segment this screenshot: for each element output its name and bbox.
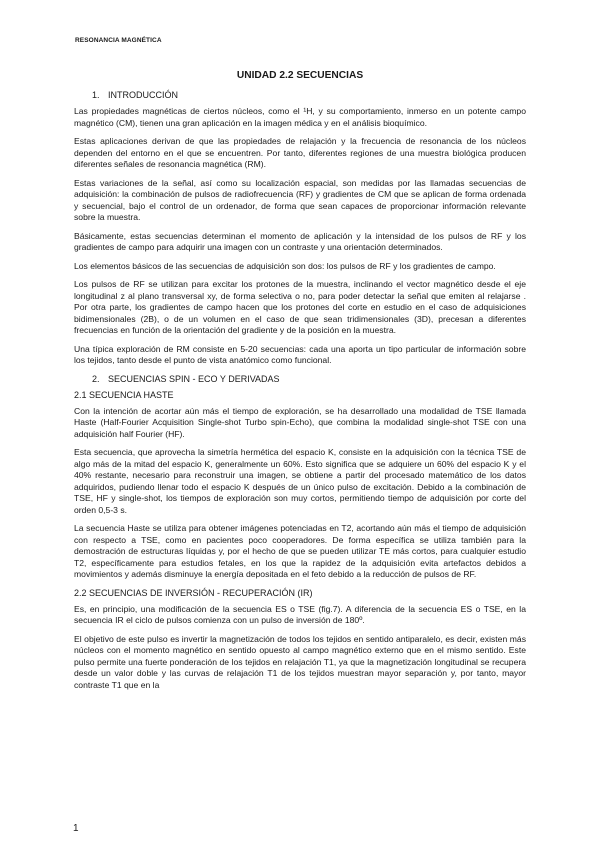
section-heading-introduccion [92,90,526,100]
paragraph: Las propiedades magnéticas de ciertos núcleos, como el ¹H, y su comportamiento, inmerso en un potente campo magnético (CM), tienen una gran aplicación en la imagen médica y en el análisis bioquímico. [74,106,526,128]
paragraph: Estas aplicaciones derivan de que las propiedades de relajación y la frecuencia de resonancia de los núcleos dependen del entorno en el que se encuentren. Por tanto, diferentes regiones de una muestra biológica producen diferentes señales de resonancia magnética (RM). [74,136,526,169]
section-heading-text: INTRODUCCIÓN [108,90,178,100]
paragraph: Con la intención de acortar aún más el tiempo de exploración, se ha desarrollado una modalidad de TSE llamada Haste (Half-Fourier Acquisition Single-shot Turbo spin-Echo), que combina la modalidad single-shot TSE con una adquisición half Fourier (HF). [74,405,526,439]
paragraph: Una típica exploración de RM consiste en 5-20 secuencias: cada una aporta un tipo particular de información sobre los tejidos, tanto desde el punto de vista anatómico como funcional. [74,343,526,365]
paragraph: Estas variaciones de la señal, así como su localización espacial, son medidas por las llamadas secuencias de adquisición: la combinación de pulsos de radiofrecuencia (RF) y gradientes de CM que se aplican de forma ordenada y secuencial, bajo el control de un ordenador, de forma que sean capaces de proporcionar información relevante sobre la muestra. [74,177,526,222]
document-body [74,70,526,698]
paragraph: La secuencia Haste se utiliza para obtener imágenes potenciadas en T2, acortando aún más el tiempo de adquisición con respecto a TSE, como en pacientes poco cooperadores. De forma específica se utiliza también para la demostración de estructuras líquidas y, por el hecho de que se pueden utilizar TE más cortos, para cualquier estudio T2, específicamente para estudios fetales, en los que la rapidez de la adquisición evita artefactos debidos a movimientos y además disminuye la energía depositada en el feto debido a la reducción de pulsos de RF. [74,523,526,579]
paragraph: Es, en principio, una modificación de la secuencia ES o TSE (fig.7). A diferencia de la secuencia ES o TSE, en la secuencia IR el ciclo de pulsos comienza con un pulso de inversión de 180º. [74,603,526,625]
section-heading-spin-eco [92,374,526,384]
running-header: RESONANCIA MAGNÉTICA [75,37,162,44]
paragraph: El objetivo de este pulso es invertir la magnetización de todos los tejidos en sentido antiparalelo, es decir, existen más núcleos con el momento magnético en sentido opuesto al campo magnético externo que en el mismo sentido. Este pulso permite una fuerte ponderación de los tejidos en relajación T1, ya que la magnetización longitudinal se recupera desde un valor doble y las curvas de relajación T1 de los tejidos muestran mayor separación y, por tanto, mayor contraste T1 que en la [74,633,526,690]
page-number: 1 [73,823,79,834]
paragraph: Esta secuencia, que aprovecha la simetría hermética del espacio K, consiste en la adquisición con la técnica TSE de algo más de la mitad del espacio K, generalmente un 60%. Esto significa que se adquiere un 60% del espacio K y el 40% restante, necesario para reconstruir una imagen, se obtiene a partir del procesado matemático de los datos adquiridos, pudiendo llenar todo el espacio K después de un único pulso de excitación. Debido a la combinación de TSE, HF y single-shot, los tiempos de exploración son muy cortos, permitiendo tiempo de adquisición por corte del orden 0,5-3 s. [74,447,526,515]
paragraph: Los elementos básicos de las secuencias de adquisición son dos: los pulsos de RF y los gradientes de campo. [74,260,496,271]
section-number: 2. [92,373,100,384]
section-number: 1. [92,90,100,100]
subsection-heading-haste: 2.1 SECUENCIA HASTE [74,389,174,400]
section-heading-text: SECUENCIAS SPIN - ECO Y DERIVADAS [108,373,280,384]
document-title: UNIDAD 2.2 SECUENCIAS [236,70,364,81]
paragraph: Los pulsos de RF se utilizan para excitar los protones de la muestra, inclinando el vector magnético desde el eje longitudinal z al plano transversal xy, de forma selectiva o no, para poder detectar la señal que emiten al relajarse . Por otra parte, los gradientes de campo hacen que los protones del corte en estudio en el caso de adquisiciones bidimensionales (2B), o de un volumen en el caso de que sean tridimensionales (3D), precesan a diferentes frecuencias en función de la orientación del gradiente y de la posición en la muestra. [74,279,526,335]
paragraph: Básicamente, estas secuencias determinan el momento de aplicación y la intensidad de los pulsos de RF y los gradientes de campo para adquirir una imagen con un contraste y una orientación determinados. [74,230,526,252]
subsection-heading-inversion-recuperacion: 2.2 SECUENCIAS DE INVERSIÓN - RECUPERACIÓN (IR) [74,587,313,598]
